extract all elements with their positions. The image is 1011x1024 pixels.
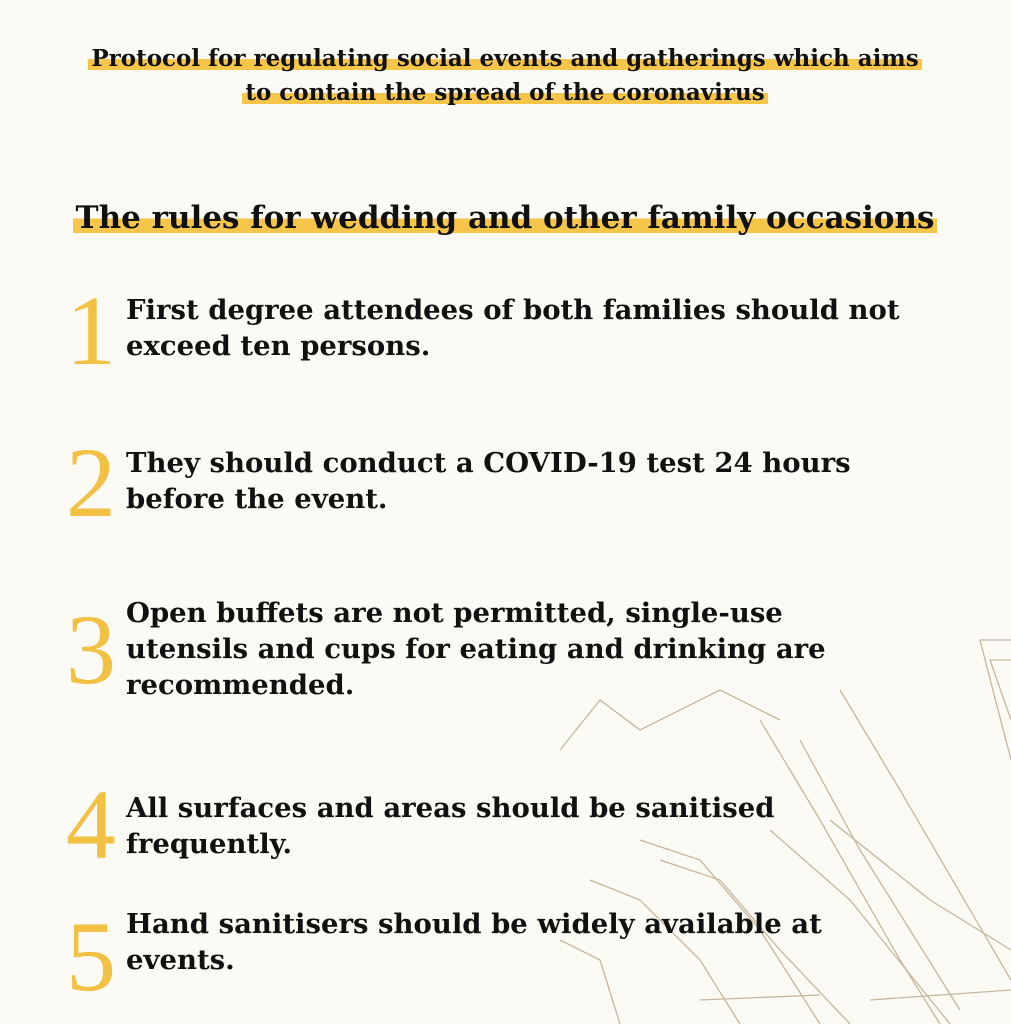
rule-text: Hand sanitisers should be widely available at events. — [126, 908, 822, 976]
rule-text: Open buffets are not permitted, single-use utensils and cups for eating and drinking are recommended. — [126, 597, 826, 701]
rule-text: First degree attendees of both families should not exceed ten persons. — [126, 294, 900, 362]
page-header — [40, 42, 970, 110]
section-heading-text: The rules for wedding and other family occasions — [73, 200, 938, 236]
header-line-1: Protocol for regulating social events and gatherings which aims — [88, 45, 921, 72]
section-heading — [40, 196, 970, 240]
rule-number: 4 — [66, 769, 116, 880]
rule-number: 1 — [66, 275, 116, 386]
rule-number: 2 — [66, 427, 116, 538]
rule-text: They should conduct a COVID-19 test 24 hours before the event. — [126, 447, 851, 515]
header-line-2: to contain the spread of the coronavirus — [242, 79, 767, 106]
rule-number: 3 — [66, 594, 116, 705]
rule-number: 5 — [66, 901, 116, 1012]
rule-text: All surfaces and areas should be sanitised frequently. — [126, 792, 775, 860]
